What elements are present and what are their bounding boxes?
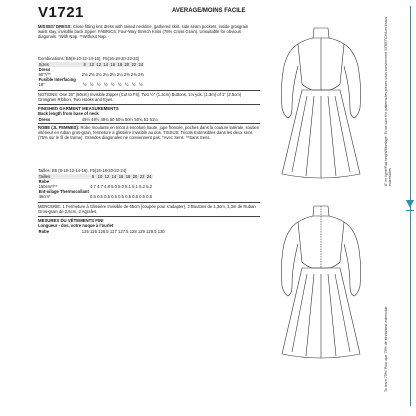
table-cell: 2¼ xyxy=(102,72,109,77)
table-cell: 0.5 xyxy=(97,194,103,199)
table-cell: 5.0 xyxy=(111,184,117,189)
size-cell: 18 xyxy=(117,62,123,67)
sizes-label: Sizes xyxy=(38,62,81,67)
finished-table xyxy=(38,117,158,122)
description-title: MISSES' DRESS: xyxy=(38,24,72,29)
table-cell: 2¼ xyxy=(109,72,116,77)
table-cell: 2⅛ xyxy=(81,72,88,77)
dress-front-view xyxy=(281,28,360,178)
table-cell: 50¼ xyxy=(115,117,124,122)
table-cell: ½ xyxy=(125,82,129,87)
size-cell: 22 xyxy=(139,174,145,179)
table-cell: 5.2 xyxy=(139,184,145,189)
mesures-sub: Longueur - dos, votre nuque à l'ourlet xyxy=(38,223,114,228)
divider xyxy=(38,202,260,203)
french-description xyxy=(38,125,260,140)
table-cell: 2⅜ xyxy=(130,72,137,77)
mesures-header: MESURES DU VÊTEMENTS FINI xyxy=(38,218,104,223)
french-yardage-table xyxy=(38,174,153,199)
notions-text: NOTIONS: One 20" (50cm) Invisible Zipper (Cut to Fit), Two ½" (1.3cm) Buttons, 1⅛ yds. (1.3m) of 1" (2.5cm) Grosgrain Ribbon, Two Hooks and Eyes. xyxy=(38,92,242,102)
table-cell: ½ xyxy=(111,82,115,87)
row-label: Ent-oilage Thermocollant xyxy=(38,189,89,194)
size-cell: 24 xyxy=(138,62,144,67)
side-stretch-guide-text-lower: To learn 75%/ Pour que 75% de stretchtest extensible xyxy=(384,306,388,392)
table-cell: 0.5 xyxy=(111,194,117,199)
dress-back-view xyxy=(281,206,360,358)
mercerie-text: MERCERIE: 1 Fermeture à Glissière Invisible de 65cm (coupée pour s'adapter), 2 Boutons de 1,3cm, 1,3m de Ruban Gros-grain de 2,5cm, 2 Agrafes. xyxy=(38,204,256,214)
table-cell: 50 xyxy=(109,117,115,122)
table-cell: 126.5 xyxy=(98,229,109,234)
table-cell: 128 xyxy=(129,229,137,234)
table-cell: 5.1 xyxy=(132,184,138,189)
table-cell: 2⅜ xyxy=(137,72,144,77)
difficulty-label: AVERAGE/MOINS FACILE xyxy=(172,8,246,14)
table-cell: 49¾ xyxy=(100,117,109,122)
row-label: Dress xyxy=(38,117,51,122)
table-cell: ½ xyxy=(139,82,143,87)
table-cell: 5.2 xyxy=(146,184,152,189)
description-text: Close fitting knit dress with raised neckline, gathered skirt, side seam pockets, inside grosgrain waist stay, invisible back zipper. FABRICS: Four-Way Stretch Knits (75% Cross Grain). Unsuitable for obvious diagonals. *With Nap. **Without Nap. xyxy=(38,24,249,39)
table-cell: 51¼ xyxy=(149,117,158,122)
table-cell: 2⅜ xyxy=(123,72,130,77)
table-cell: 50¾ xyxy=(134,117,143,122)
table-cell: 49½ xyxy=(91,117,100,122)
dress-illustrations xyxy=(262,26,380,386)
yardage-table xyxy=(38,62,144,87)
table-cell: 51 xyxy=(143,117,149,122)
size-cell: 10 xyxy=(97,174,103,179)
table-cell: 0.5 xyxy=(146,194,152,199)
size-cell: 12 xyxy=(104,174,110,179)
size-cell: 8 xyxy=(89,174,96,179)
row-label: Robe xyxy=(38,229,50,234)
table-cell: 2¼ xyxy=(116,72,123,77)
divider xyxy=(38,104,260,105)
english-description xyxy=(38,24,258,39)
table-cell: 127 xyxy=(109,229,117,234)
table-cell: 0.5 xyxy=(125,194,131,199)
size-cell: 14 xyxy=(111,174,117,179)
size-cell: 16 xyxy=(110,62,116,67)
table-cell: 125 xyxy=(81,229,89,234)
side-stretch-guide-text: 8" en ligne/Flat height/Montage: To be sure the patterns/les pieces vous conviennent STRETCH/Les tissus extensibles xyxy=(384,16,393,186)
table-cell: 0.5 xyxy=(139,194,145,199)
finished-sub: Back length from base of neck xyxy=(38,111,99,116)
row-label: Dress xyxy=(38,67,51,72)
table-cell: 49½ xyxy=(81,117,90,122)
table-cell: 2⅛ xyxy=(95,72,102,77)
size-cell: 12 xyxy=(96,62,102,67)
stretch-gauge-tick xyxy=(406,210,414,211)
table-cell: 5.0 xyxy=(118,184,124,189)
size-cell: 8 xyxy=(81,62,88,67)
combo-label: Combinations: B5(8-10-12-14-16), F5(16-18-20-22-24) xyxy=(38,56,140,61)
size-cell: 18 xyxy=(125,174,131,179)
row-label: 60"*/** xyxy=(38,72,51,77)
table-cell: 4.7 xyxy=(97,184,103,189)
size-cell: 16 xyxy=(118,174,124,179)
size-cell: 20 xyxy=(124,62,130,67)
row-label: Robe xyxy=(38,179,50,184)
table-cell: ½ xyxy=(82,82,87,87)
row-label: 18" xyxy=(38,82,45,87)
row-label: 150cm*/** xyxy=(38,184,58,189)
finished-header: FINISHED GARMENT MEASUREMENTS xyxy=(38,106,119,111)
size-cell: 14 xyxy=(103,62,109,67)
french-combo-label: Tailles: B5 (8-10-12-14-16), F5(16-18-20-22-24) xyxy=(38,168,127,173)
size-cell: 20 xyxy=(132,174,138,179)
table-cell: 0.5 xyxy=(118,194,124,199)
table-cell: ½ xyxy=(89,82,94,87)
french-title: ROBE (JL FEMMES): xyxy=(38,125,80,130)
size-cell: 22 xyxy=(131,62,137,67)
table-cell: 0.5 xyxy=(90,194,96,199)
table-cell: 130 xyxy=(157,229,165,234)
divider xyxy=(38,123,260,124)
tailles-label: Tailles xyxy=(38,174,89,179)
table-cell: 0.5 xyxy=(104,194,110,199)
table-cell: ½ xyxy=(118,82,122,87)
table-cell: 5.1 xyxy=(125,184,131,189)
table-cell: 50½ xyxy=(125,117,134,122)
size-cell: 10 xyxy=(89,62,95,67)
table-cell: 2⅛ xyxy=(88,72,95,77)
row-label: 46cm* xyxy=(38,194,51,199)
table-cell: 125 xyxy=(89,229,97,234)
mesures-table xyxy=(38,229,165,234)
table-cell: ½ xyxy=(103,82,108,87)
table-cell: 129 xyxy=(137,229,145,234)
table-cell: 4.7 xyxy=(90,184,96,189)
size-cell: 24 xyxy=(146,174,152,179)
divider xyxy=(38,216,260,217)
table-cell: 129.5 xyxy=(146,229,157,234)
table-cell: 127.5 xyxy=(118,229,129,234)
table-cell: ½ xyxy=(96,82,101,87)
pattern-number: V1721 xyxy=(38,4,84,21)
divider xyxy=(38,90,260,91)
stretch-gauge-arrow-icon xyxy=(406,200,414,208)
table-cell: 0.5 xyxy=(132,194,138,199)
table-cell: ½ xyxy=(132,82,136,87)
row-label: Fusible Interfacing xyxy=(38,77,76,82)
table-cell: 4.8 xyxy=(104,184,110,189)
french-text: Robe moulante en tricot à encolure haute, jupe froncée, poches dans la couture latérale, soutien intérieur en ruban gros-grain, fermeture à glissière invisible au dos. TISSUS: Tricots Extensibles dans les deux sens (75% sur le fil de trame). Grandes diagonales ne conviennent pas. *Avec Sens. **Sans Sens. xyxy=(38,125,260,140)
